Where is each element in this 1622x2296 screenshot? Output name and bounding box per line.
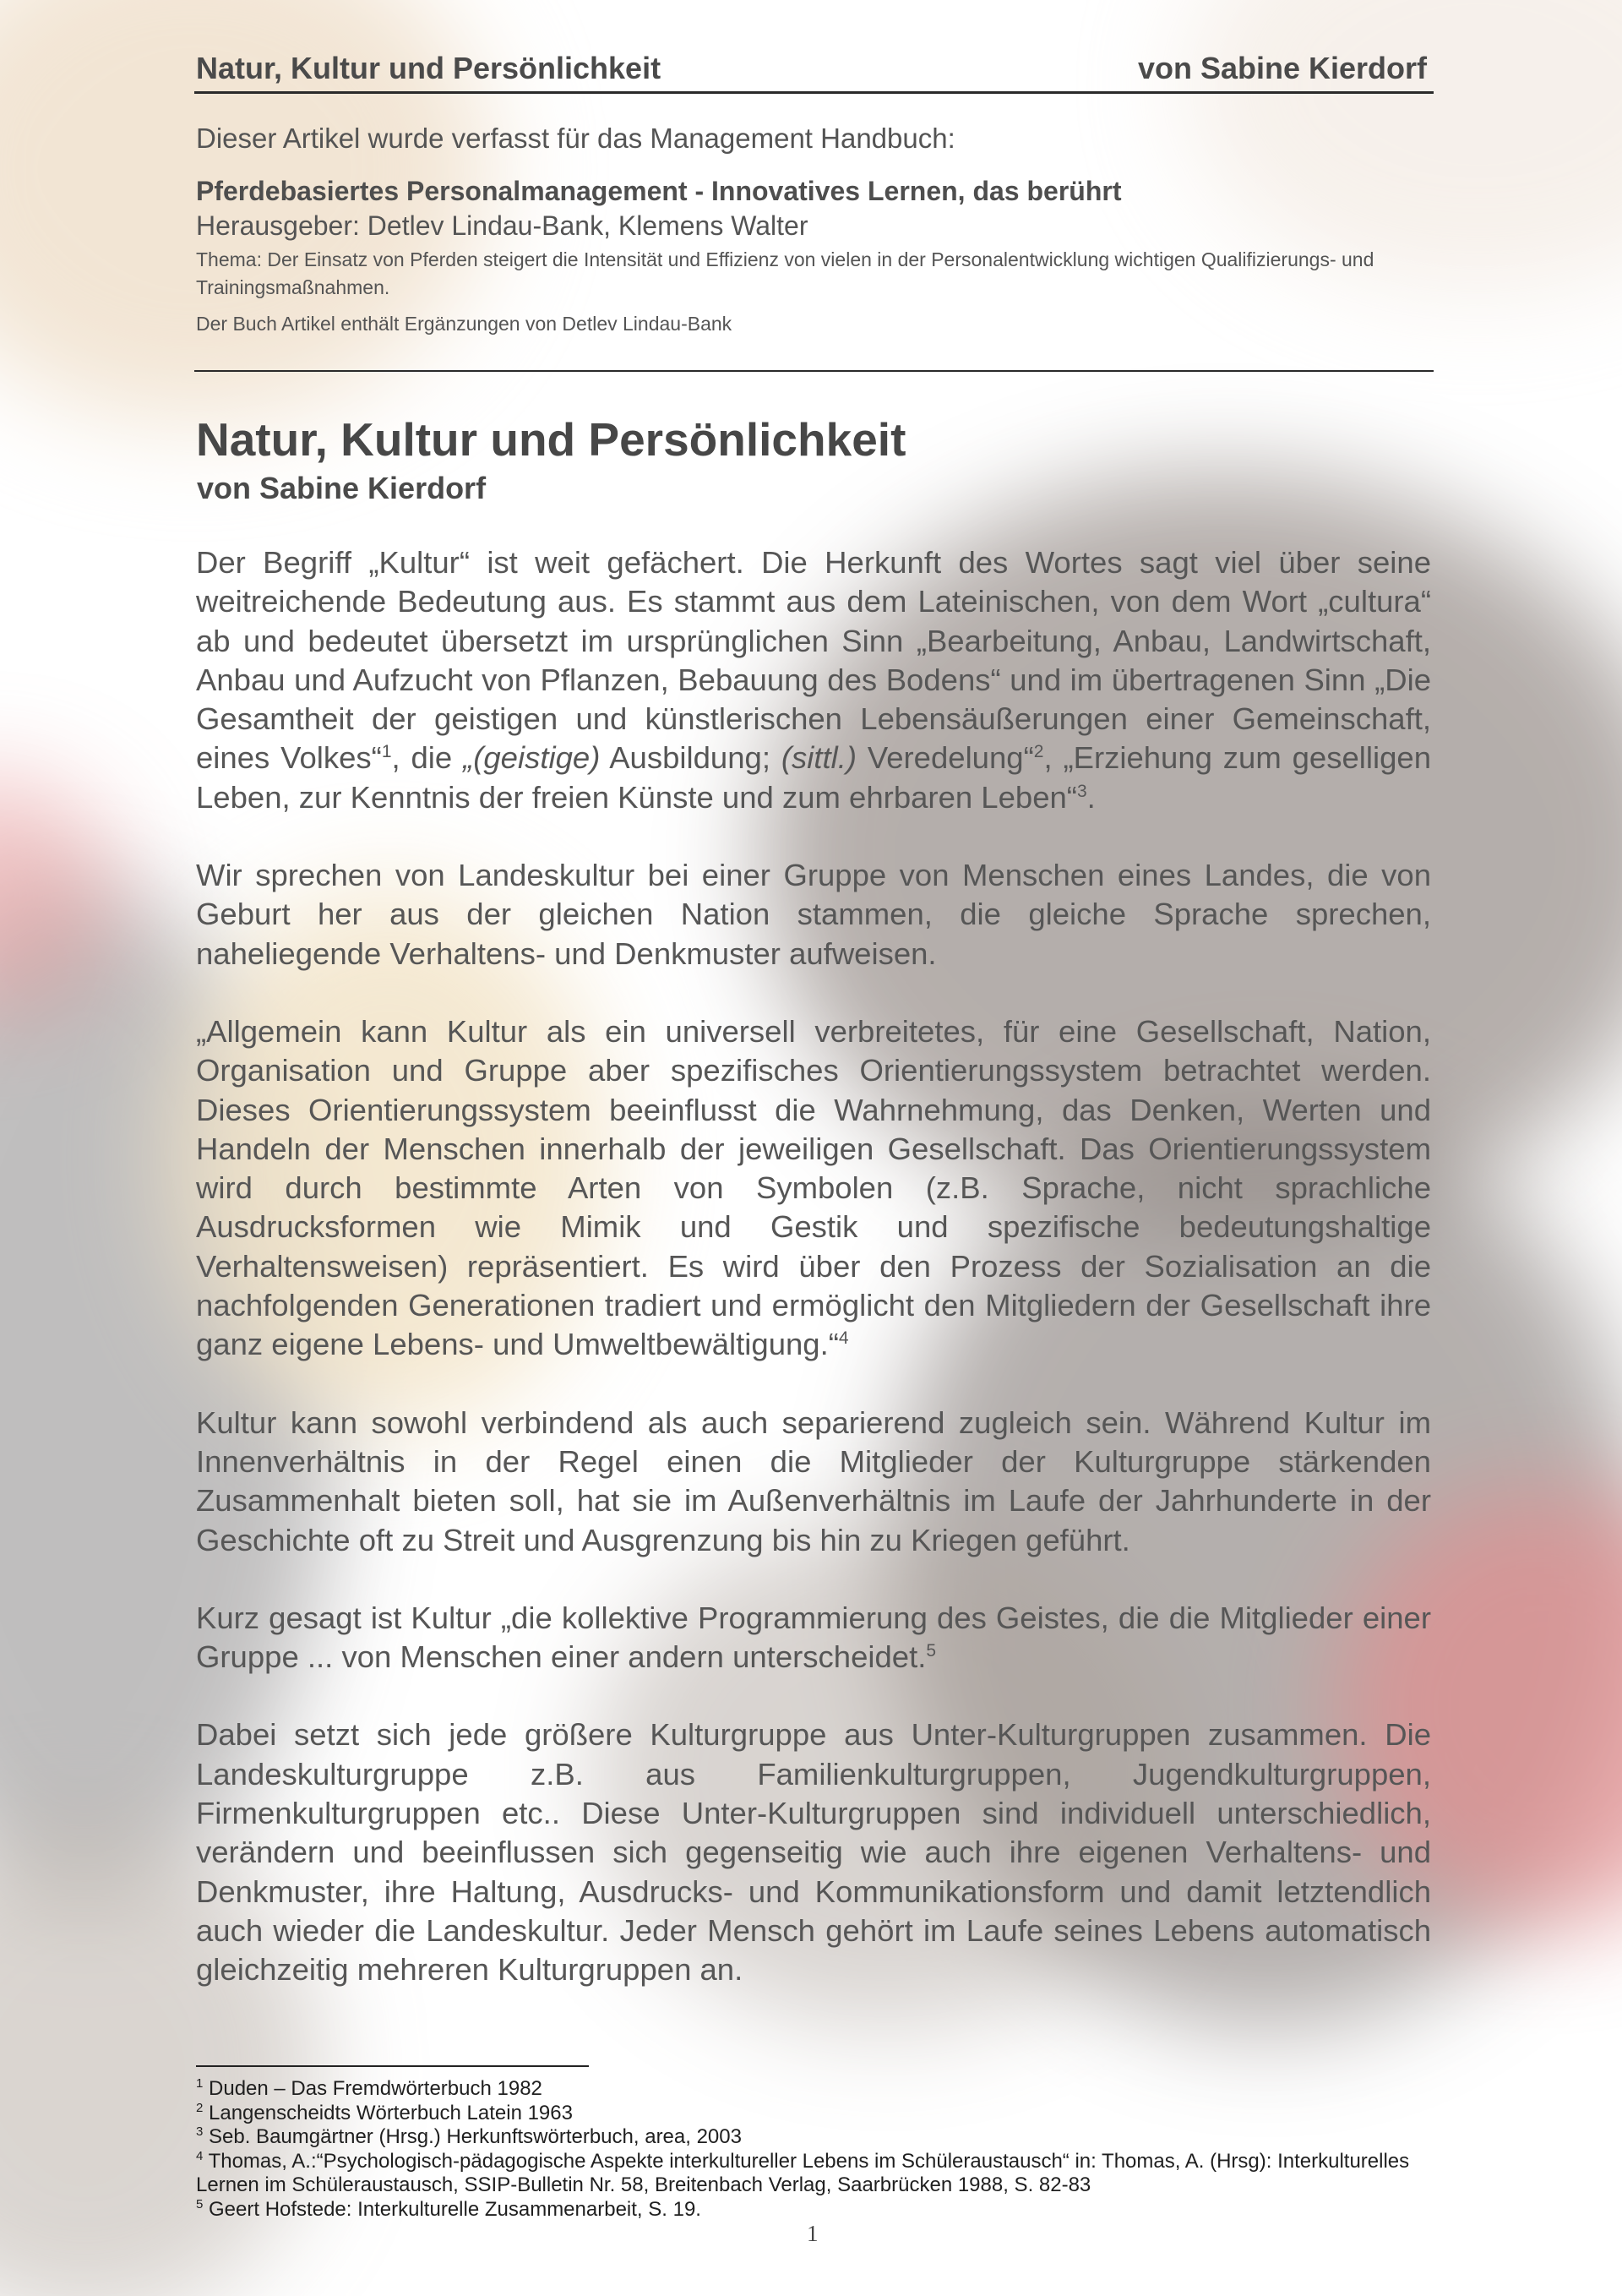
footnote-ref-3: 3 [1076,781,1087,801]
paragraph-4: Kultur kann sowohl verbindend als auch separierend zugleich sein. Während Kultur im Innenverhältnis in der Regel einen die Mitglieder der Kulturgruppe stärkenden Zusammenhalt bieten soll, hat sie im Außenverhältnis im Laufe der Jahrhunderte in der Geschichte oft zu Streit und Ausgrenzung bis hin zu Kriegen geführt. [196,1404,1431,1557]
book-theme: Thema: Der Einsatz von Pferden steigert die Intensität und Effizienz von vielen in der Personalentwicklung wichtigen Qualifizierungs- und Trainingsmaßnahmen. [196,248,1374,298]
footnote: $^2$ Langenscheidts Wörterbuch Latein 1963 [196,2100,573,2124]
footnote-ref-1: 1 [381,742,392,762]
book-editors: Herausgeber: Detlev Lindau-Bank, Klemens Walter [196,210,808,241]
publication-note [196,123,1429,337]
footnote-ref-2: 2 [1033,742,1044,762]
separator-rule [194,370,1434,372]
footnote: $^3$ Seb. Baumgärtner (Hrsg.) Herkunftswörterbuch, area, 2003 [196,2124,742,2148]
paragraph-6: Dabei setzt sich jede größere Kulturgruppe aus Unter-Kulturgruppen zusammen. Die Landeskulturgruppe z.B. aus Familienkulturgruppen, Jugendkulturgruppen, Firmenkulturgruppen etc.. Diese Unter-Kulturgruppen sind individuell unterschiedlich, verändern und beeinflussen sich gegenseitig wie auch ihre eigenen Verhaltens- und Denkmuster, ihre Haltung, Ausdrucks- und Kommunikationsform und damit letztendlich auch wieder die Landeskultur. Jeder Mensch gehört im Laufe seines Lebens automatisch gleichzeitig mehreren Kulturgruppen an. [196,1717,1431,1988]
footnote-rule [196,2065,589,2067]
book-note: Der Buch Artikel enthält Ergänzungen von Detlev Lindau-Bank [196,313,732,335]
footnote: $^1$ Duden – Das Fremdwörterbuch 1982 [196,2076,542,2100]
footnote: $^5$ Geert Hofstede: Interkulturelle Zusammenarbeit, S. 19. [196,2196,701,2221]
header-author: von Sabine Kierdorf [1137,51,1427,85]
footnotes [196,2077,1431,2222]
paragraph-2: Wir sprechen von Landeskultur bei einer Gruppe von Menschen eines Landes, die von Geburt her aus der gleichen Nation stammen, die gleiche Sprache sprechen, naheliegende Verhaltens- und Denkmuster aufweisen. [196,858,1431,971]
running-header [194,49,1434,94]
article-author: von Sabine Kierdorf [197,471,487,505]
footnote-ref-5: 5 [926,1640,937,1661]
paragraph-5: Kurz gesagt ist Kultur „die kollektive Programmierung des Geistes, die die Mitglieder einer Gruppe ... von Menschen einer andern unterscheidet.$^5$ [196,1600,1431,1675]
intro-lead: Dieser Artikel wurde verfasst für das Management Handbuch: [196,123,955,154]
article-title: Natur, Kultur und Persönlichkeit [196,413,906,466]
book-title: Pferdebasiertes Personalmanagement - Innovatives Lernen, das berührt [196,176,1122,206]
header-title: Natur, Kultur und Persönlichkeit [196,51,661,85]
paragraph-1: Der Begriff „Kultur“ ist weit gefächert. Die Herkunft des Wortes sagt viel über seine weitreichende Bedeutung aus. Es stammt aus dem Lateinischen, von dem Wort „cultura“ ab und bedeutet übersetzt im ursprünglichen Sinn „Bearbeitung, Anbau, Landwirtschaft, Anbau und Aufzucht von Pflanzen, Bebauung des Bodens“ und im übertragenen Sinn „Die Gesamtheit der geistigen und künstlerischen Lebensäußerungen einer Gemeinschaft, eines Volkes“$^1$, die „(geistige) Ausbildung; (sittl.) Veredelung“$^2$, „Erziehung zum geselligen Leben, zur Kenntnis der freien Künste und zum ehrbaren Leben“$^3$. [196,545,1431,815]
page-number: 1 [807,2221,819,2246]
footnote: $^4$ Thomas, A.:“Psychologisch-pädagogische Aspekte interkultureller Lebens im Schüleraustausch“ in: Thomas, A. (Hrsg): Interkulturelles Lernen im Schüleraustausch, SSIP-Bulletin Nr. 58, Breitenbach Verlag, Saarbrücken 1988, S. 82-83 [196,2148,1410,2196]
footnote-ref-4: 4 [838,1328,849,1349]
paragraph-3: „Allgemein kann Kultur als ein universell verbreitetes, für eine Gesellschaft, Nation, Organisation und Gruppe aber spezifisches Orientierungssystem betrachtet werden. Dieses Orientierungssystem beeinflusst die Wahrnehmung, das Denken, Werten und Handeln der Menschen innerhalb der jeweiligen Gesellschaft. Das Orientierungssystem wird durch bestimmte Arten von Symbolen (z.B. Sprache, nicht sprachliche Ausdrucksformen wie Mimik und Gestik und spezifische bedeutungshaltige Verhaltensweisen) repräsentiert. Es wird über den Prozess der Sozialisation an die nachfolgenden Generationen tradiert und ermöglicht den Mitgliedern der Gesellschaft ihre ganz eigene Lebens- und Umweltbewältigung.“$^4$ [196,1013,1431,1362]
article-body [196,543,1431,2029]
